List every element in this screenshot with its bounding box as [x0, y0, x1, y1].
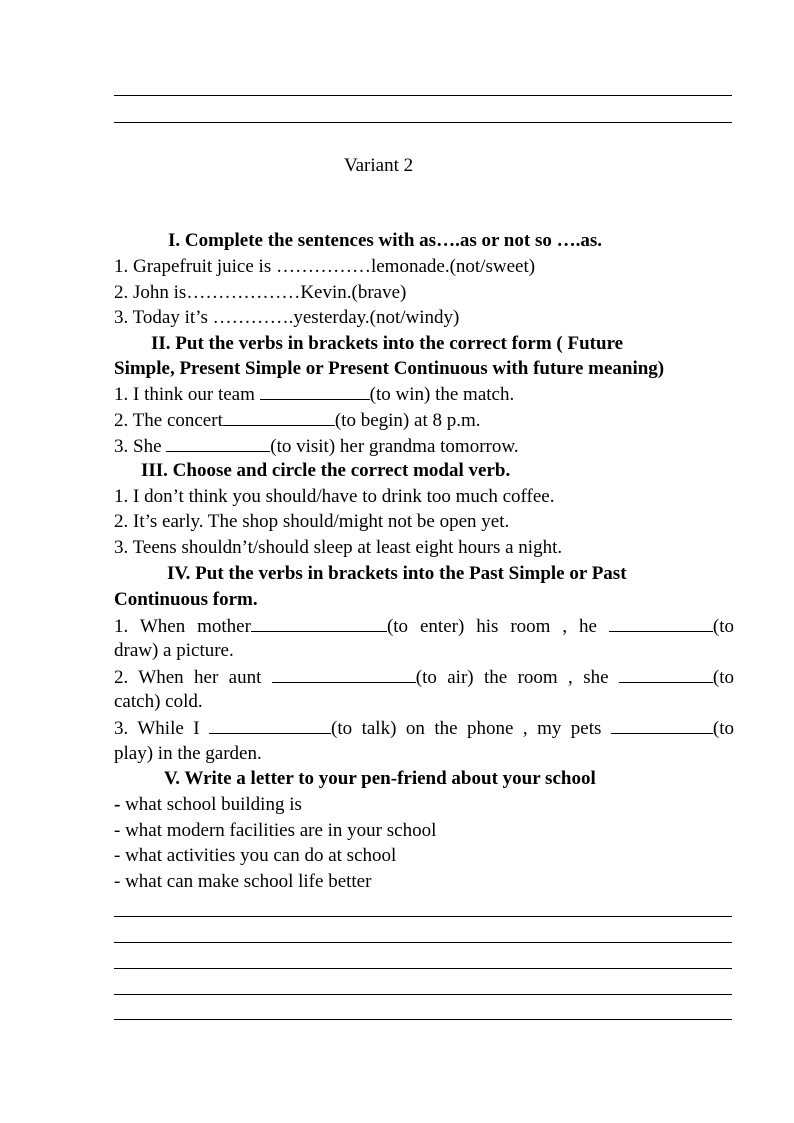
top-writing-line-2 [114, 122, 732, 123]
section-5-heading: V. Write a letter to your pen-friend about your school [164, 768, 596, 789]
section-4-item-1-line-1 [114, 615, 734, 638]
item-dash: - [114, 794, 121, 815]
section-5-item-2: - what modern facilities are in your school [114, 820, 437, 841]
section-1-heading: I. Complete the sentences with as….as or not so ….as. [168, 230, 602, 251]
letter-writing-line-2[interactable] [114, 942, 732, 943]
item-text: (to [712, 667, 735, 688]
item-text: 1. I think our team [114, 384, 260, 405]
answer-blank[interactable] [619, 666, 713, 683]
answer-blank[interactable] [209, 717, 331, 734]
section-1-item-2: 2. John is………………Kevin.(brave) [114, 282, 407, 303]
item-text: 3. While I [114, 718, 210, 739]
section-2-item-2 [114, 409, 481, 432]
letter-writing-line-4[interactable] [114, 994, 732, 995]
section-4-item-1-line-2: draw) a picture. [114, 640, 234, 661]
answer-blank[interactable] [166, 435, 270, 452]
item-text: (to air) the room , she [415, 667, 619, 688]
answer-blank[interactable] [260, 383, 370, 400]
item-text: 1. When mother [114, 616, 251, 637]
section-2-heading-line-1: II. Put the verbs in brackets into the correct form ( Future [151, 333, 624, 354]
item-text: (to [712, 616, 734, 637]
section-2-item-1 [114, 383, 514, 406]
item-text: (to enter) his room , he [386, 616, 609, 637]
item-text: 2. The concert [114, 410, 223, 431]
section-2-item-3 [114, 435, 519, 458]
letter-writing-line-3[interactable] [114, 968, 732, 969]
section-2-heading-line-2: Simple, Present Simple or Present Continuous with future meaning) [114, 358, 665, 379]
section-5-item-4: - what can make school life better [114, 871, 372, 892]
letter-writing-line-1[interactable] [114, 916, 732, 917]
answer-blank[interactable] [223, 409, 335, 426]
section-4-item-2-line-2: catch) cold. [114, 691, 203, 712]
item-text: (to talk) on the phone , my pets [331, 718, 611, 739]
section-3-item-3: 3. Teens shouldn’t/should sleep at least eight hours a night. [114, 537, 563, 558]
section-4-item-3-line-1 [114, 717, 734, 740]
section-4-item-2-line-1 [114, 666, 734, 689]
section-3-heading: III. Choose and circle the correct modal verb. [141, 460, 511, 481]
top-writing-line-1 [114, 95, 732, 96]
letter-writing-line-5[interactable] [114, 1019, 732, 1020]
section-5-item-3: - what activities you can do at school [114, 845, 397, 866]
item-text: (to win) the match. [369, 384, 515, 405]
item-text: (to [712, 718, 734, 739]
variant-title: Variant 2 [344, 155, 414, 176]
item-text: (to visit) her grandma tomorrow. [270, 436, 519, 457]
answer-blank[interactable] [609, 615, 713, 632]
section-5-item-1 [114, 794, 302, 816]
section-1-item-1: 1. Grapefruit juice is ……………lemonade.(not/sweet) [114, 256, 536, 277]
section-1-item-3: 3. Today it’s ………….yesterday.(not/windy) [114, 307, 460, 328]
section-4-heading-line-2: Continuous form. [114, 589, 258, 610]
item-text: what school building is [120, 794, 302, 815]
section-3-item-1: 1. I don’t think you should/have to drink too much coffee. [114, 486, 555, 507]
item-text: (to begin) at 8 p.m. [334, 410, 481, 431]
item-text: 3. She [114, 436, 167, 457]
answer-blank[interactable] [611, 717, 713, 734]
section-3-item-2: 2. It’s early. The shop should/might not be open yet. [114, 511, 510, 532]
section-4-item-3-line-2: play) in the garden. [114, 743, 262, 764]
answer-blank[interactable] [272, 666, 416, 683]
item-text: 2. When her aunt [114, 667, 272, 688]
answer-blank[interactable] [251, 615, 387, 632]
section-4-heading-line-1: IV. Put the verbs in brackets into the Past Simple or Past [167, 563, 627, 584]
